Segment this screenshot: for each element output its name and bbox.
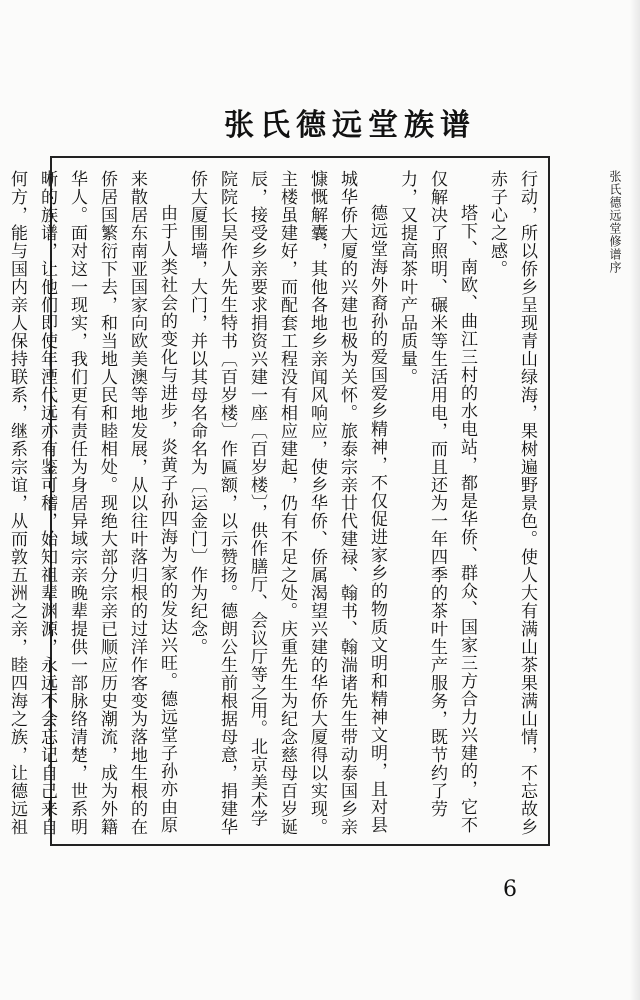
page-number: 6 (503, 877, 517, 902)
paragraph: 由于人类社会的变化与进步，炎黄子孙四海为家的发达兴旺。德远堂子孙亦由原来散居东南亚国家向欧美澳等地发展，从以往叶落归根的过洋作客变为落地生根的在侨居国繁衍下去，和当地人民和睦相处。现绝大部分宗亲已顺应历史潮流，成为外籍华人。面对这一现实，我们更有责任为身居异域宗亲晚辈提供一部脉络清楚，世系明晰的族谱，让他们即使年湮代远亦有鉴可稽，始知祖辈渊源，永远不会忘记自己来自何方，能与国内亲人保持联系，继系宗谊，从而敦五洲之亲，睦四海之族，让德远祖 (7, 170, 177, 836)
paragraph: 塔下、南欧、曲江三村的水电站，都是华侨、群众、国家三方合力兴建的，它不仅解决了照明、碾米等生活用电，而且还为一年四季的茶叶生产服务，既节约了劳力，又提高茶叶产品质量。 (397, 170, 477, 834)
body-text (7, 170, 542, 836)
paragraph: 行动，所以侨乡呈现青山绿海，果树遍野景色。使人大有满山茶果满山情，不忘故乡赤子心之感。 (487, 170, 537, 836)
page-edge-shadow (630, 0, 640, 1000)
page-title: 张氏德远堂族谱 (224, 108, 476, 143)
paragraph: 德远堂海外裔孙的爱国爱乡精神，不仅促进家乡的物质文明和精神文明，且对县城华侨大厦的兴建也极为关怀。旅泰宗亲廿代建禄、翰书、翰湍诸先生带动泰国乡亲慷慨解囊，其他各地乡亲闻风响应，使乡华侨、侨属渴望兴建的华侨大厦得以实现。主楼虽建好，而配套工程没有相应建起，仍有不足之处。庆重先生为纪念慈母百岁诞辰，接受乡亲要求捐资兴建一座〔百岁楼〕，供作膳厅、会议厅等之用。北京美术学院院长吴作人先生特书〔百岁楼〕作匾额，以示赞扬。德朗公生前根据母意，捐建华侨大厦围墙，大门，并以其母名命名为〔运金门〕作为纪念。 (187, 170, 387, 836)
running-head: 张氏德远堂修谱序 (608, 170, 622, 274)
text-frame (7, 156, 550, 846)
